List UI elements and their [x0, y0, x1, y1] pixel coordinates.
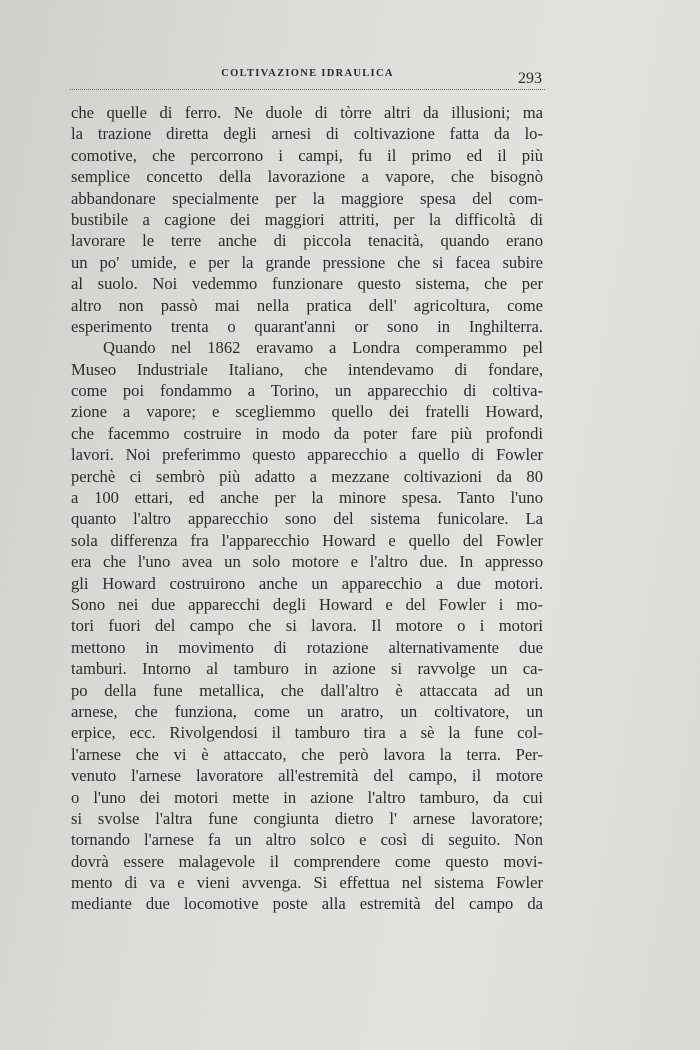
text-line: lavori. Noi preferimmo questo apparecchio a quello di Fowler: [71, 445, 543, 465]
text-line: tori fuori del campo che si lavora. Il motore o i motori: [71, 616, 543, 636]
text-line: esperimento trenta o quarant'anni or sono in Inghilterra.: [71, 316, 543, 336]
text-line: bustibile a cagione dei maggiori attriti, per la difficoltà di: [71, 209, 543, 229]
header-rule: [70, 89, 545, 90]
running-head: [70, 64, 545, 90]
text-line: Sono nei due apparecchi degli Howard e del Fowler i mo-: [71, 594, 543, 614]
text-line: che facemmo costruire in modo da poter fare più profondi: [71, 423, 543, 443]
text-line: lavorare le terre anche di piccola tenacità, quando erano: [71, 231, 543, 251]
text-line: gli Howard costruirono anche un apparecchio a due motori.: [71, 573, 543, 593]
text-line: semplice concetto della lavorazione a vapore, che bisognò: [71, 167, 543, 187]
text-line: arnese, che funziona, come un aratro, un coltivatore, un: [71, 701, 543, 721]
running-title: COLTIVAZIONE IDRAULICA: [221, 68, 394, 79]
text-line: si svolse l'altra fune congiunta dietro l' arnese lavoratore;: [71, 808, 543, 828]
text-line: tamburi. Intorno al tamburo in azione si ravvolge un ca-: [71, 659, 543, 679]
text-line: come poi fondammo a Torino, un apparecchio di coltiva-: [71, 381, 543, 401]
text-line: mento di va e vieni avvenga. Si effettua nel sistema Fowler: [71, 873, 543, 893]
text-line: mediante due locomotive poste alla estremità del campo da: [71, 894, 543, 914]
text-line: dovrà essere malagevole il comprendere come questo movi-: [71, 851, 543, 871]
text-line: erpice, ecc. Rivolgendosi il tamburo tira a sè la fune col-: [71, 723, 543, 743]
text-line: comotive, che percorrono i campi, fu il primo ed il più: [71, 145, 543, 165]
text-line: sola differenza fra l'apparecchio Howard e quello del Fowler: [71, 530, 543, 550]
text-line: o l'uno dei motori mette in azione l'altro tamburo, da cui: [71, 787, 543, 807]
text-line: altro non passò mai nella pratica dell' agricoltura, come: [71, 295, 543, 315]
body-text: [71, 102, 543, 915]
text-line: venuto l'arnese lavoratore all'estremità del campo, il motore: [71, 766, 543, 786]
text-line: quanto l'altro apparecchio sono del sistema funicolare. La: [71, 509, 543, 529]
text-line: l'arnese che vi è attaccato, che però lavora la terra. Per-: [71, 744, 543, 764]
text-line: che quelle di ferro. Ne duole di tòrre altri da illusioni; ma: [71, 103, 543, 122]
text-line: abbandonare specialmente per la maggiore spesa del com-: [71, 188, 543, 208]
page-number: 293: [518, 70, 542, 87]
text-line: Museo Industriale Italiano, che intendevamo di fondare,: [71, 359, 543, 379]
text-line: tornando l'arnese fa un altro solco e così di seguito. Non: [71, 830, 543, 850]
text-line: un po' umide, e per la grande pressione che si facea subire: [71, 252, 543, 272]
text-line: a 100 ettari, ed anche per la minore spesa. Tanto l'uno: [71, 488, 543, 508]
text-line: Quando nel 1862 eravamo a Londra comperammo pel: [103, 338, 543, 358]
text-line: perchè ci sembrò più adatto a mezzane coltivazioni da 80: [71, 466, 543, 486]
text-line: po della fune metallica, che dall'altro è attaccata ad un: [71, 680, 543, 700]
text-line: al suolo. Noi vedemmo funzionare questo sistema, che per: [71, 274, 543, 294]
text-line: zione a vapore; e scegliemmo quello dei fratelli Howard,: [71, 402, 543, 422]
text-line: era che l'uno avea un solo motore e l'altro due. In appresso: [71, 552, 543, 572]
text-line: la trazione diretta degli arnesi di coltivazione fatta da lo-: [71, 124, 543, 144]
text-line: mettono in movimento di rotazione alternativamente due: [71, 637, 543, 657]
